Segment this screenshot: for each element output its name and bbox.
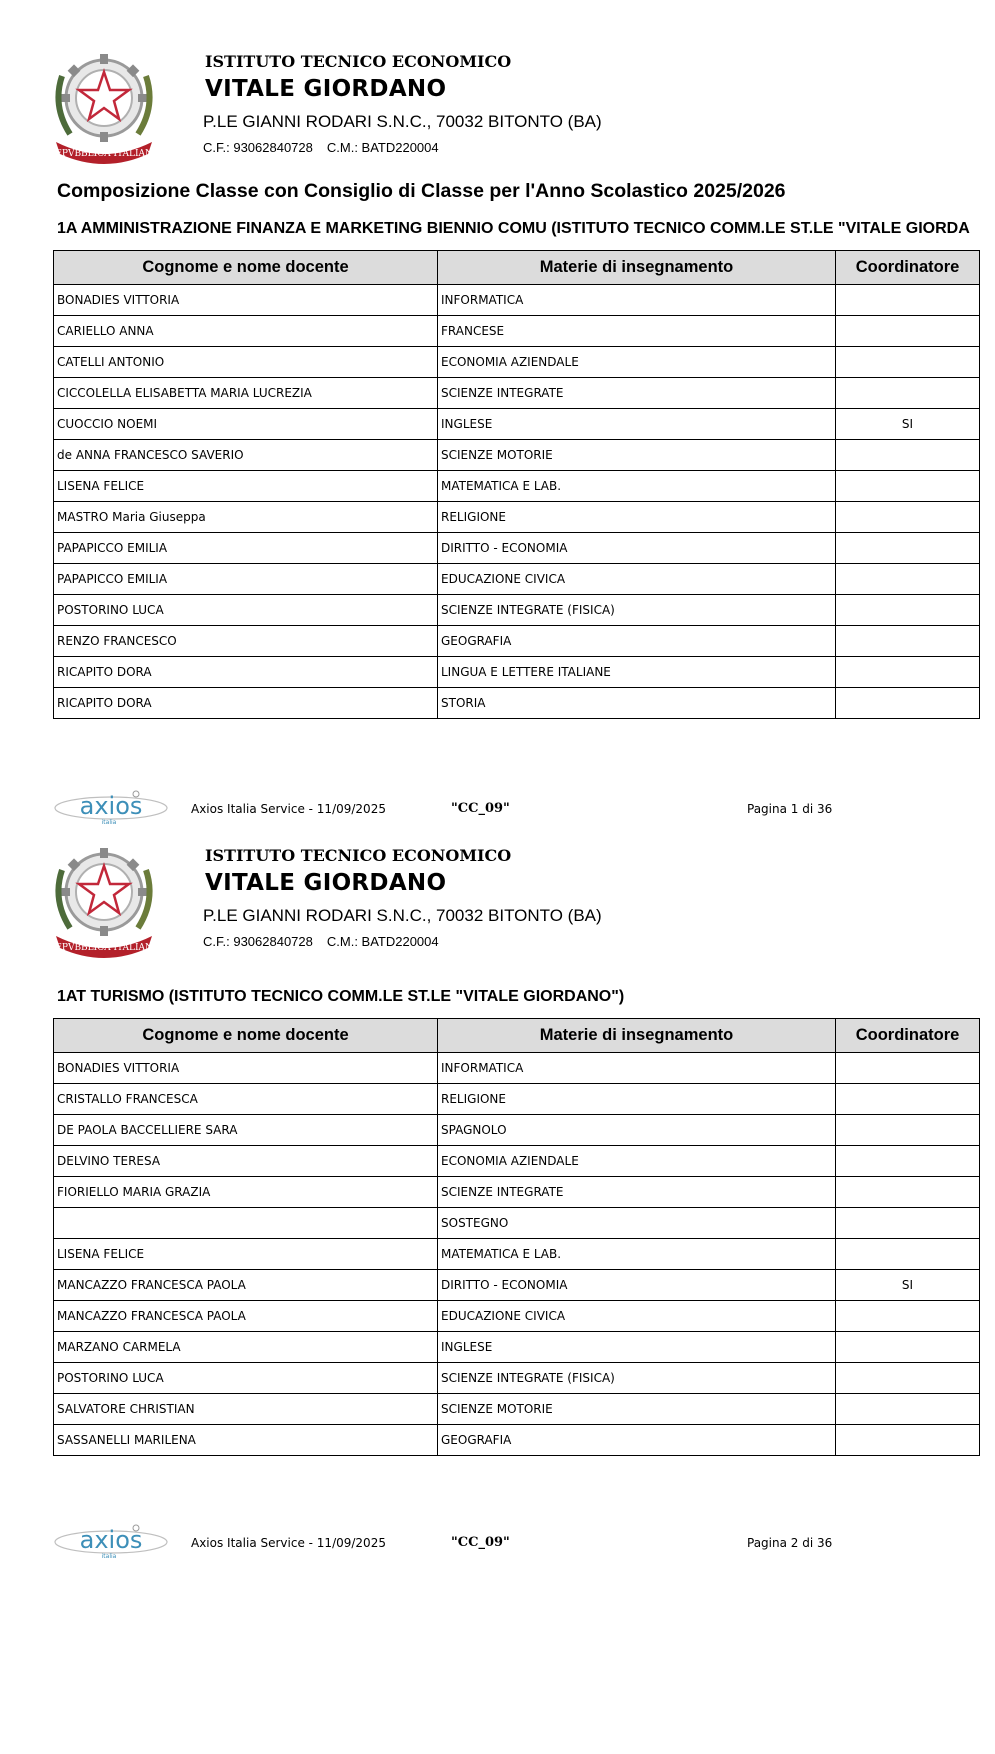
table-row [54,1146,980,1177]
coordinator-cell [836,1332,980,1363]
subject-cell: MATEMATICA E LAB. [438,1239,836,1270]
footer-service: Axios Italia Service - 11/09/2025 [191,1536,386,1550]
table-row [54,1115,980,1146]
page-footer [0,1522,995,1562]
school-type: ISTITUTO TECNICO ECONOMICO [205,846,512,865]
teacher-cell: CRISTALLO FRANCESCA [54,1084,438,1115]
teacher-cell: CATELLI ANTONIO [54,347,438,378]
teacher-cell: MASTRO Maria Giuseppa [54,502,438,533]
teacher-cell: CARIELLO ANNA [54,316,438,347]
subject-cell: EDUCAZIONE CIVICA [438,1301,836,1332]
teacher-cell: FIORIELLO MARIA GRAZIA [54,1177,438,1208]
svg-text:axios: axios [79,792,143,820]
school-codes [203,934,439,949]
subject-cell: FRANCESE [438,316,836,347]
teacher-cell: POSTORINO LUCA [54,595,438,626]
teacher-cell: CICCOLELLA ELISABETTA MARIA LUCREZIA [54,378,438,409]
footer-service: Axios Italia Service - 11/09/2025 [191,802,386,816]
coordinator-cell: SI [836,409,980,440]
teacher-cell: SALVATORE CHRISTIAN [54,1394,438,1425]
table-body [54,1053,980,1456]
school-address: P.LE GIANNI RODARI S.N.C., 70032 BITONTO (BA) [203,112,602,131]
svg-text:italia: italia [101,819,117,826]
footer-code: "CC_09" [451,1535,510,1550]
school-name: VITALE GIORDANO [205,76,447,102]
subject-cell: EDUCAZIONE CIVICA [438,564,836,595]
svg-text:axios: axios [79,1526,143,1554]
school-cf: C.F.: 93062840728 [203,934,313,949]
coordinator-cell [836,1363,980,1394]
col-header-teacher: Cognome e nome docente [54,251,438,285]
footer-code: "CC_09" [451,801,510,816]
teacher-cell: MARZANO CARMELA [54,1332,438,1363]
subject-cell: LINGUA E LETTERE ITALIANE [438,657,836,688]
subject-cell: SCIENZE INTEGRATE [438,378,836,409]
subject-cell: INGLESE [438,409,836,440]
subject-cell: ECONOMIA AZIENDALE [438,1146,836,1177]
subject-cell: INFORMATICA [438,285,836,316]
school-cm: C.M.: BATD220004 [326,934,439,949]
subject-cell: DIRITTO - ECONOMIA [438,1270,836,1301]
teacher-cell: POSTORINO LUCA [54,1363,438,1394]
teacher-cell: BONADIES VITTORIA [54,285,438,316]
svg-text:REPVBBLICA ITALIANA: REPVBBLICA ITALIANA [48,943,160,953]
table-row [54,1425,980,1456]
footer-page-number: Pagina 1 di 36 [747,802,833,816]
col-header-coordinator: Coordinatore [836,251,980,285]
school-cm: C.M.: BATD220004 [326,140,439,155]
school-type: ISTITUTO TECNICO ECONOMICO [205,52,512,71]
teacher-cell: MANCAZZO FRANCESCA PAOLA [54,1270,438,1301]
subject-cell: INFORMATICA [438,1053,836,1084]
col-header-coordinator: Coordinatore [836,1019,980,1053]
teacher-cell: DE PAOLA BACCELLIERE SARA [54,1115,438,1146]
subject-cell: SPAGNOLO [438,1115,836,1146]
document-title: Composizione Classe con Consiglio di Classe per l'Anno Scolastico 2025/2026 [57,180,786,202]
teacher-cell: RENZO FRANCESCO [54,626,438,657]
coordinator-cell [836,1146,980,1177]
school-header [0,840,995,965]
table-row [54,1239,980,1270]
class-title: 1AT TURISMO (ISTITUTO TECNICO COMM.LE ST.LE "VITALE GIORDANO") [57,988,625,1005]
subject-cell: RELIGIONE [438,502,836,533]
teacher-cell: PAPAPICCO EMILIA [54,564,438,595]
table-row [54,1270,980,1301]
table-row [54,1084,980,1115]
table-row [54,1363,980,1394]
teacher-cell: MANCAZZO FRANCESCA PAOLA [54,1301,438,1332]
coordinator-cell [836,1208,980,1239]
teacher-cell: PAPAPICCO EMILIA [54,533,438,564]
subject-cell: ECONOMIA AZIENDALE [438,347,836,378]
school-address: P.LE GIANNI RODARI S.N.C., 70032 BITONTO (BA) [203,906,602,925]
svg-text:italia: italia [101,1553,117,1560]
teacher-cell: LISENA FELICE [54,471,438,502]
table-row [54,1053,980,1084]
teacher-cell: de ANNA FRANCESCO SAVERIO [54,440,438,471]
coordinator-cell [836,1425,980,1456]
subject-cell: RELIGIONE [438,1084,836,1115]
coordinator-cell [836,1394,980,1425]
subject-cell: STORIA [438,688,836,719]
subject-cell: SCIENZE MOTORIE [438,440,836,471]
subject-cell: SCIENZE INTEGRATE [438,1177,836,1208]
class-council-table [53,1018,980,1456]
col-header-subject: Materie di insegnamento [438,251,836,285]
teacher-cell: BONADIES VITTORIA [54,1053,438,1084]
table-row [54,1177,980,1208]
svg-text:REPVBBLICA ITALIANA: REPVBBLICA ITALIANA [48,149,160,159]
coordinator-cell [836,1115,980,1146]
teacher-cell: LISENA FELICE [54,1239,438,1270]
subject-cell: SCIENZE INTEGRATE (FISICA) [438,1363,836,1394]
axios-logo-icon [52,1522,170,1560]
teacher-cell: CUOCCIO NOEMI [54,409,438,440]
table-row [54,1208,980,1239]
subject-cell: GEOGRAFIA [438,626,836,657]
table-row [54,1301,980,1332]
subject-cell: DIRITTO - ECONOMIA [438,533,836,564]
emblem-icon [48,840,160,960]
coordinator-cell [836,1053,980,1084]
footer-page-number: Pagina 2 di 36 [747,1536,833,1550]
subject-cell: SOSTEGNO [438,1208,836,1239]
subject-cell: SCIENZE MOTORIE [438,1394,836,1425]
teacher-cell: DELVINO TERESA [54,1146,438,1177]
table-row [54,1332,980,1363]
coordinator-cell [836,1301,980,1332]
col-header-teacher: Cognome e nome docente [54,1019,438,1053]
subject-cell: SCIENZE INTEGRATE (FISICA) [438,595,836,626]
coordinator-cell [836,1084,980,1115]
school-cf: C.F.: 93062840728 [203,140,313,155]
teacher-cell: RICAPITO DORA [54,688,438,719]
school-name: VITALE GIORDANO [205,870,447,896]
table-header-row [54,1019,980,1053]
teacher-cell: RICAPITO DORA [54,657,438,688]
col-header-subject: Materie di insegnamento [438,1019,836,1053]
coordinator-cell: SI [836,1270,980,1301]
table-row [54,1394,980,1425]
subject-cell: MATEMATICA E LAB. [438,471,836,502]
class-title: 1A AMMINISTRAZIONE FINANZA E MARKETING BIENNIO COMU (ISTITUTO TECNICO COMM.LE ST.LE "VITALE GIORDA [57,220,970,237]
subject-cell: GEOGRAFIA [438,1425,836,1456]
teacher-cell: SASSANELLI MARILENA [54,1425,438,1456]
coordinator-cell [836,1239,980,1270]
coordinator-cell [836,1177,980,1208]
subject-cell: INGLESE [438,1332,836,1363]
teacher-cell [54,1208,438,1239]
